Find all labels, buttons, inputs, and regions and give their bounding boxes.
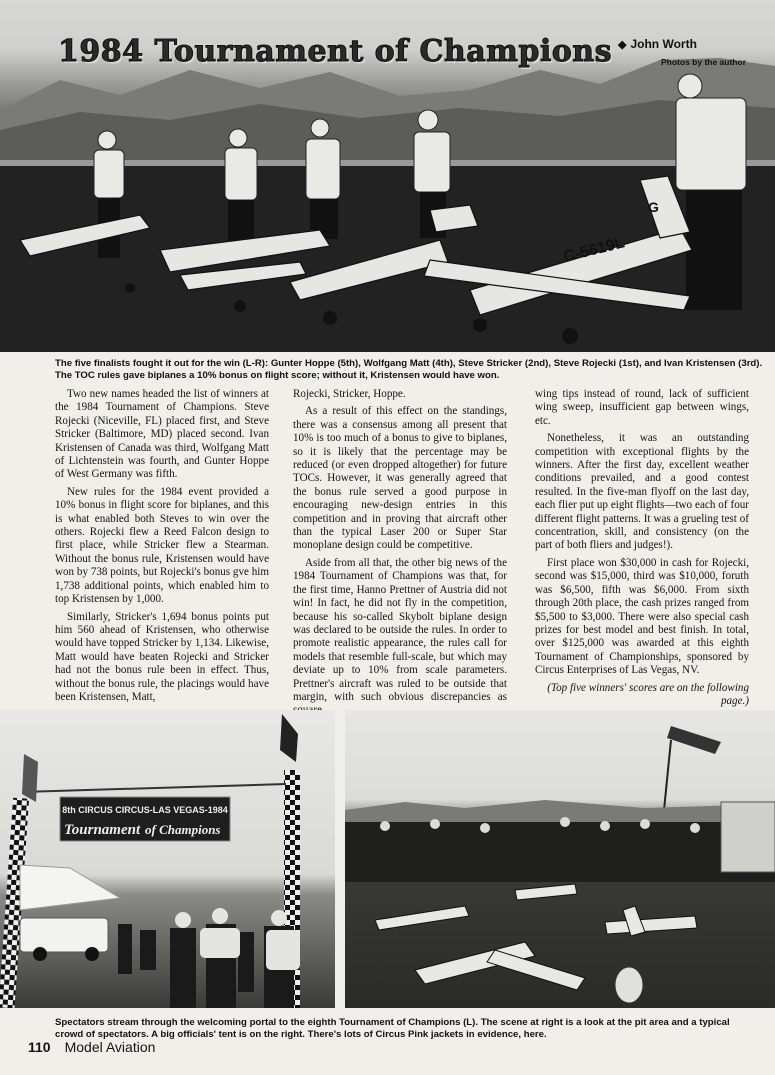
hero-photo xyxy=(0,0,775,352)
aircraft-registration: C-5619L xyxy=(561,234,627,266)
paragraph: Aside from all that, the other big news of the 1984 Tournament of Champions was that, for the first time, Hanno Prettner of Austria did not win! In fact, he did not fly in the competition, because his so-called Skybolt biplane design was declared to be outside the rules. In order to promote realistic appearance, the rules call for models that resemble full-scale, but which may deviate up to 10% from scale parameters. Prettner's aircraft was ruled to be outside that margin, with such obvious discrepancies as xyxy=(293,556,507,703)
diamond-icon: ◆ xyxy=(618,39,627,51)
paragraph: New rules for the 1984 event provided a 10% bonus in flight score for biplanes, and this is what enabled both Steves to win over the others. Rojecki flew a Reed Falcon design to first place, while Stricker flew a Stearman. Without the bonus rule, Kristensen would have won by 738 points, but Rojecki's bonus gve him 1,738 additional points, which enabled him to top Kristensen by 1,000. xyxy=(55,485,269,606)
paragraph: Two new names headed the list of winners at the 1984 Tournament of Champions. Steve Rojecki (Niceville, FL) placed first, and Steve Stricker (Baltimore, MD) placed second. Ivan Kristensen of Canada was third, Wolfgang Matt of Lichtenstein was fourth, and Gunter Hoppe of West Germany was fifth. xyxy=(55,388,269,481)
bottom-caption: Spectators stream through the welcoming portal to the eighth Tournament of Champions (L). The scene at right is a look at the pit area and a typical crowd of spectators. A big officials' tent is on the right. There's lots of Circus Pink jackets in evidence, here. xyxy=(55,1017,730,1040)
magazine-name: Model Aviation xyxy=(64,1039,156,1055)
paragraph: As a result of this effect on the standings, there was a consensus among all present that 10% is too much of a bonus to give to biplanes, so it is likely that the percentage may be reduced (or even dropped altogether) for future TOCs. However, it was generally agreed that the bonus rule served a good purpose in encouraging new-design entries in this competition and in proving that aircraft other than the typical Laser 200 or Super Star monoplane design could be competitive. xyxy=(293,405,507,552)
aircraft-tail-letter: G xyxy=(648,199,659,215)
banner-word-champions: of Champions xyxy=(145,822,221,837)
article-title: 1984 Tournament of Champions xyxy=(58,34,612,69)
hero-caption: The five finalists fought it out for the win (L-R): Gunter Hoppe (5th), Wolfgang Matt (4th), Steve Stricker (2nd), Steve Rojecki (1st), and Ivan Kristensen (3rd). The TOC rules gave biplanes a 10% bonus on flight score; without it, Kristensen would have won. xyxy=(55,358,763,381)
article-column-2 xyxy=(293,388,507,722)
page-footer xyxy=(28,1039,155,1055)
photo-credit: Photos by the author xyxy=(661,57,746,67)
article-column-3 xyxy=(535,388,749,712)
portal-photo xyxy=(0,710,335,1008)
continued-note: (Top five winners' scores are on the following page.) xyxy=(547,681,749,707)
article-column-1 xyxy=(55,388,269,708)
author-name: John Worth xyxy=(630,37,697,51)
paragraph: First place won $30,000 in cash for Rojecki, second was $15,000, third was $10,000, foruth was $6,500, fifth was $6,000. From sixth through 20th place, the cash prizes ranged from $5,500 to $3,000. There were also special cash prizes for best model and best finish. In total, over $125,000 was awarded at this eighth Tournament of Championships, sponsored by Circus Enterprises of Las Vegas, NV. xyxy=(535,556,749,677)
pit-area-photo xyxy=(345,710,775,1008)
paragraph: Nonetheless, it was an outstanding competition with exceptional flights by the winners. After the first day, excellent weather conditions prevailed, and a good contest resulted. In the five-man flyoff on the last day, each flier put up eight flights—two each of four different flight patterns. It was a grueling test of concentration, skill, and consistency (on the part of both fliers and judges!). xyxy=(535,432,749,552)
paragraph: Similarly, Stricker's 1,694 bonus points put him 560 ahead of Kristensen, who otherwise would have topped Stricker by 1,134. Likewise, Matt would have beaten Rojecki and Stricker had not the bonus rule been in effect. Thus, without the bonus rule, the placings would have been Kristensen, Matt, xyxy=(55,610,269,703)
banner-line-1: 8th CIRCUS CIRCUS-LAS VEGAS-1984 xyxy=(62,805,228,815)
banner-word-tournament: Tournament xyxy=(64,822,141,838)
pit-area-scene xyxy=(345,710,775,1008)
paragraph: wing tips instead of round, lack of sufficient wing sweep, insufficient gap between wings, etc. xyxy=(535,388,749,427)
portal-scene xyxy=(0,710,335,1008)
paragraph: Rojecki, Stricker, Hoppe. xyxy=(293,388,406,400)
aircraft-markings xyxy=(0,0,775,352)
page-number: 110 xyxy=(28,1039,51,1055)
